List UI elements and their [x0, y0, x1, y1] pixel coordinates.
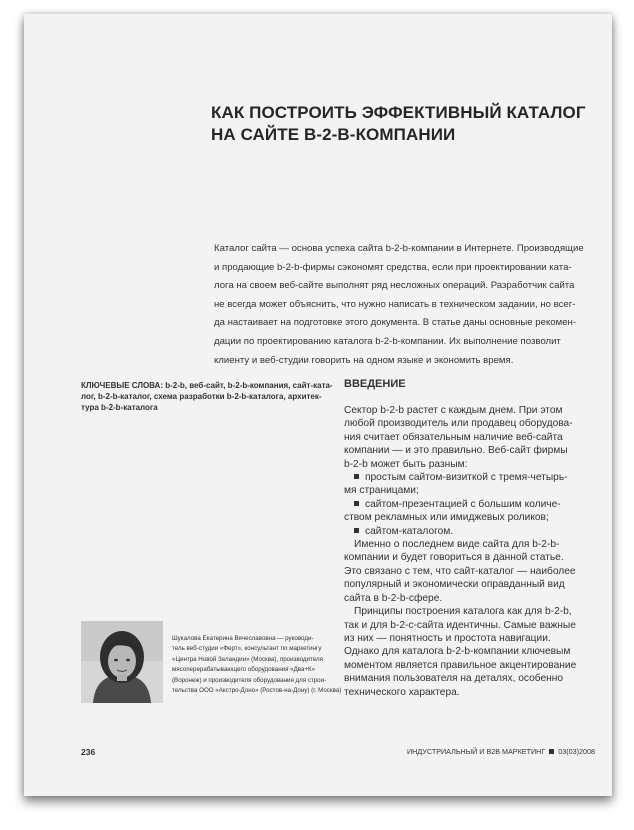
body-line: ния считает обязательным наличие веб-сайта [344, 431, 563, 443]
keywords-line: КЛЮЧЕВЫЕ СЛОВА: b-2-b, веб-сайт, b-2-b-компания, сайт-ката- [81, 381, 333, 390]
abstract-line: Каталог сайта — основа успеха сайта b-2-b-компании в Интернете. Производящие [214, 243, 584, 254]
keywords-line: тура b-2-b-каталога [81, 403, 158, 412]
body-line: сайта в b-2-b-сфере. [344, 592, 443, 604]
body-text [344, 404, 606, 699]
magazine-page [24, 14, 612, 796]
body-line: компании и будет говориться в данной статье. [344, 552, 564, 564]
bio-line: (Воронеж) и производителя оборудования для строи- [172, 676, 327, 684]
body-line: внимания пользователя на деталях, особенно [344, 673, 564, 685]
abstract-line: и продающие b-2-b-фирмы сэкономят средства, если при проектировании ката- [214, 261, 572, 273]
article-title [211, 102, 591, 146]
body-line: из них — понятность и простота навигации. [344, 632, 551, 644]
issue-number: 03(03)2008 [558, 747, 595, 756]
bullet-square-icon [354, 474, 359, 479]
bullet-item [344, 525, 606, 538]
abstract-line: дации по проектированию каталога b-2-b-компании. Их выполнение позволит [214, 335, 561, 347]
title-line: КАК ПОСТРОИТЬ ЭФФЕКТИВНЫЙ КАТАЛОГ [211, 103, 586, 122]
abstract-line: лога на своем веб-сайте выполнят ряд несложных операций. Разработчик сайта [214, 280, 575, 292]
bullet-text: сайтом-презентацией с большим количе- [365, 498, 561, 510]
author-portrait-icon [81, 621, 163, 703]
body-line: компании — и это правильно. Веб-сайт фирмы [344, 445, 568, 457]
body-line: популярный и экономически оправданный вид [344, 579, 565, 591]
abstract-line: клиенту и веб-студии говорить на одном языке и экономить время. [214, 354, 514, 366]
bullet-square-icon [354, 501, 359, 506]
body-line: моментом является правильное акцентирование [344, 659, 577, 671]
bullet-square-icon [354, 528, 359, 533]
abstract-line: не всегда может объяснить, что нужно написать в техническом задании, но всег- [214, 298, 576, 310]
journal-name: ИНДУСТРИАЛЬНЫЙ И B2B МАРКЕТИНГ [407, 747, 546, 756]
body-line: ством рекламных или имиджевых роликов; [344, 512, 549, 524]
body-line: любой производитель или продавец оборудова- [344, 418, 573, 430]
bio-line: мясоперерабатывающего оборудования «Два+К» [172, 666, 316, 674]
bio-line: тельства ООО «Акстро-Доно» (Ростов-на-Дону) (г. Москва) [172, 687, 342, 695]
page-number: 236 [81, 747, 96, 757]
body-line: Именно о последнем виде сайта для b-2-b- [354, 539, 560, 551]
body-line: мя страницами; [344, 485, 419, 497]
bio-line: тель веб-студии «Ферт», консультант по маркетингу [172, 645, 322, 653]
section-heading: ВВЕДЕНИЕ [344, 378, 406, 390]
bullet-item [344, 471, 606, 484]
body-line: технического характера. [344, 686, 460, 698]
separator-square-icon [549, 749, 554, 754]
keywords-block [81, 380, 331, 413]
bullet-item [344, 498, 606, 511]
body-line: Это связано с тем, что сайт-каталог — наиболее [344, 565, 576, 577]
article-abstract [214, 240, 586, 370]
bullet-text: сайтом-каталогом. [365, 525, 454, 537]
bio-line: Шукалова Екатерина Вячеславовна — руководи- [172, 635, 314, 642]
body-line: Принципы построения каталога как для b-2-b, [354, 606, 572, 618]
footer-journal [407, 747, 595, 756]
title-line: НА САЙТЕ B-2-B-КОМПАНИИ [211, 125, 456, 144]
bullet-text: простым сайтом-визиткой с тремя-четырь- [365, 472, 568, 484]
body-line: Сектор b-2-b растет с каждым днем. При этом [344, 405, 563, 416]
abstract-line: да настаивает на подготовке этого документа. В статье даны основные рекомен- [214, 317, 577, 329]
author-photo [81, 621, 163, 703]
body-line: так и для b-2-c-сайта идентичны. Самые важные [344, 619, 576, 631]
author-bio [172, 634, 352, 696]
body-line: b-2-b может быть разным: [344, 458, 468, 470]
body-line: Однако для каталога b-2-b-компании ключевым [344, 646, 571, 658]
keywords-line: лог, b-2-b-каталог, схема разработки b-2-b-каталога, архитек- [81, 392, 322, 401]
bio-line: «Центра Новой Зеландии» (Москва), производителя [172, 655, 323, 663]
